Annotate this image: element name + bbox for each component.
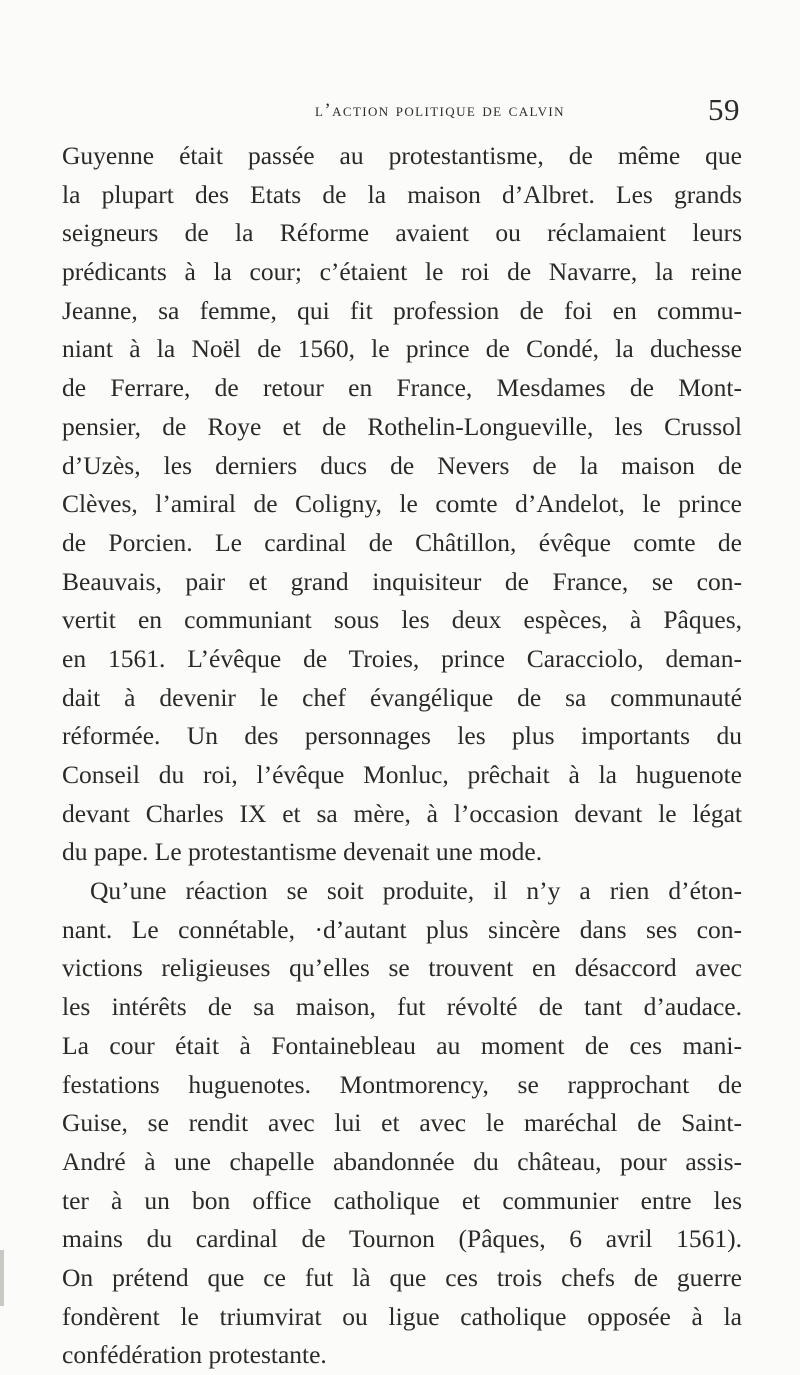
text-line: On prétend que ce fut là que ces trois chefs de guerre [62, 1262, 742, 1292]
text-line: seigneurs de la Réforme avaient ou réclamaient leurs [62, 218, 742, 248]
text-line: mains du cardinal de Tournon (Pâques, 6 avril 1561). [62, 1224, 742, 1254]
body-text [62, 137, 742, 1375]
text-line: les intérêts de sa maison, fut révolté de tant d’audace. [62, 992, 742, 1022]
text-line: Guyenne était passée au protestantisme, de même que [62, 141, 742, 170]
running-title: l’action politique de calvin [315, 100, 565, 121]
text-line: la plupart des Etats de la maison d’Albret. Les grands [62, 179, 742, 209]
text-line: Beauvais, pair et grand inquisiteur de France, se con- [62, 566, 742, 596]
text-line: Guise, se rendit avec lui et avec le maréchal de Saint- [62, 1108, 742, 1138]
text-line: de Ferrare, de retour en France, Mesdames de Mont- [62, 373, 742, 403]
text-line: confédération protestante. [62, 1340, 327, 1370]
scan-edge-shadow [0, 1250, 4, 1306]
text-line: de Porcien. Le cardinal de Châtillon, évêque comte de [62, 527, 742, 557]
text-line: André à une chapelle abandonnée du château, pour assis- [62, 1146, 742, 1176]
text-line: Conseil du roi, l’évêque Monluc, prêchait à la huguenote [62, 760, 742, 789]
text-line: Jeanne, sa femme, qui fit profession de foi en commu- [62, 295, 742, 325]
text-line: pensier, de Roye et de Rothelin-Longueville, les Crussol [62, 411, 742, 441]
text-line: ter à un bon office catholique et communier entre les [62, 1185, 742, 1215]
page-header [60, 92, 740, 132]
paragraph-start-line: Qu’une réaction se soit produite, il n’y a rien d’éton- [90, 876, 742, 906]
text-line: d’Uzès, les derniers ducs de Nevers de la maison de [62, 450, 742, 480]
text-line: réformée. Un des personnages les plus importants du [62, 721, 742, 751]
text-line: prédicants à la cour; c’étaient le roi de Navarre, la reine [62, 257, 742, 287]
page-number: 59 [708, 92, 740, 127]
text-line: La cour était à Fontainebleau au moment de ces mani- [62, 1030, 742, 1060]
text-line: vertit en communiant sous les deux espèces, à Pâques, [62, 605, 742, 635]
text-line: nant. Le connétable, ·d’autant plus sincère dans ses con- [62, 914, 742, 944]
text-line: dait à devenir le chef évangélique de sa communauté [62, 682, 742, 712]
text-line: en 1561. L’évêque de Troies, prince Caracciolo, deman- [62, 643, 742, 673]
text-line: du pape. Le protestantisme devenait une mode. [62, 837, 543, 867]
text-line: victions religieuses qu’elles se trouvent en désaccord avec [62, 953, 742, 983]
text-line: fondèrent le triumvirat ou ligue catholique opposée à la [62, 1301, 742, 1331]
text-line: niant à la Noël de 1560, le prince de Condé, la duchesse [62, 334, 742, 364]
text-line: Clèves, l’amiral de Coligny, le comte d’Andelot, le prince [62, 489, 742, 519]
text-line: devant Charles IX et sa mère, à l’occasion devant le légat [62, 798, 742, 828]
text-line: festations huguenotes. Montmorency, se rapprochant de [62, 1069, 742, 1099]
